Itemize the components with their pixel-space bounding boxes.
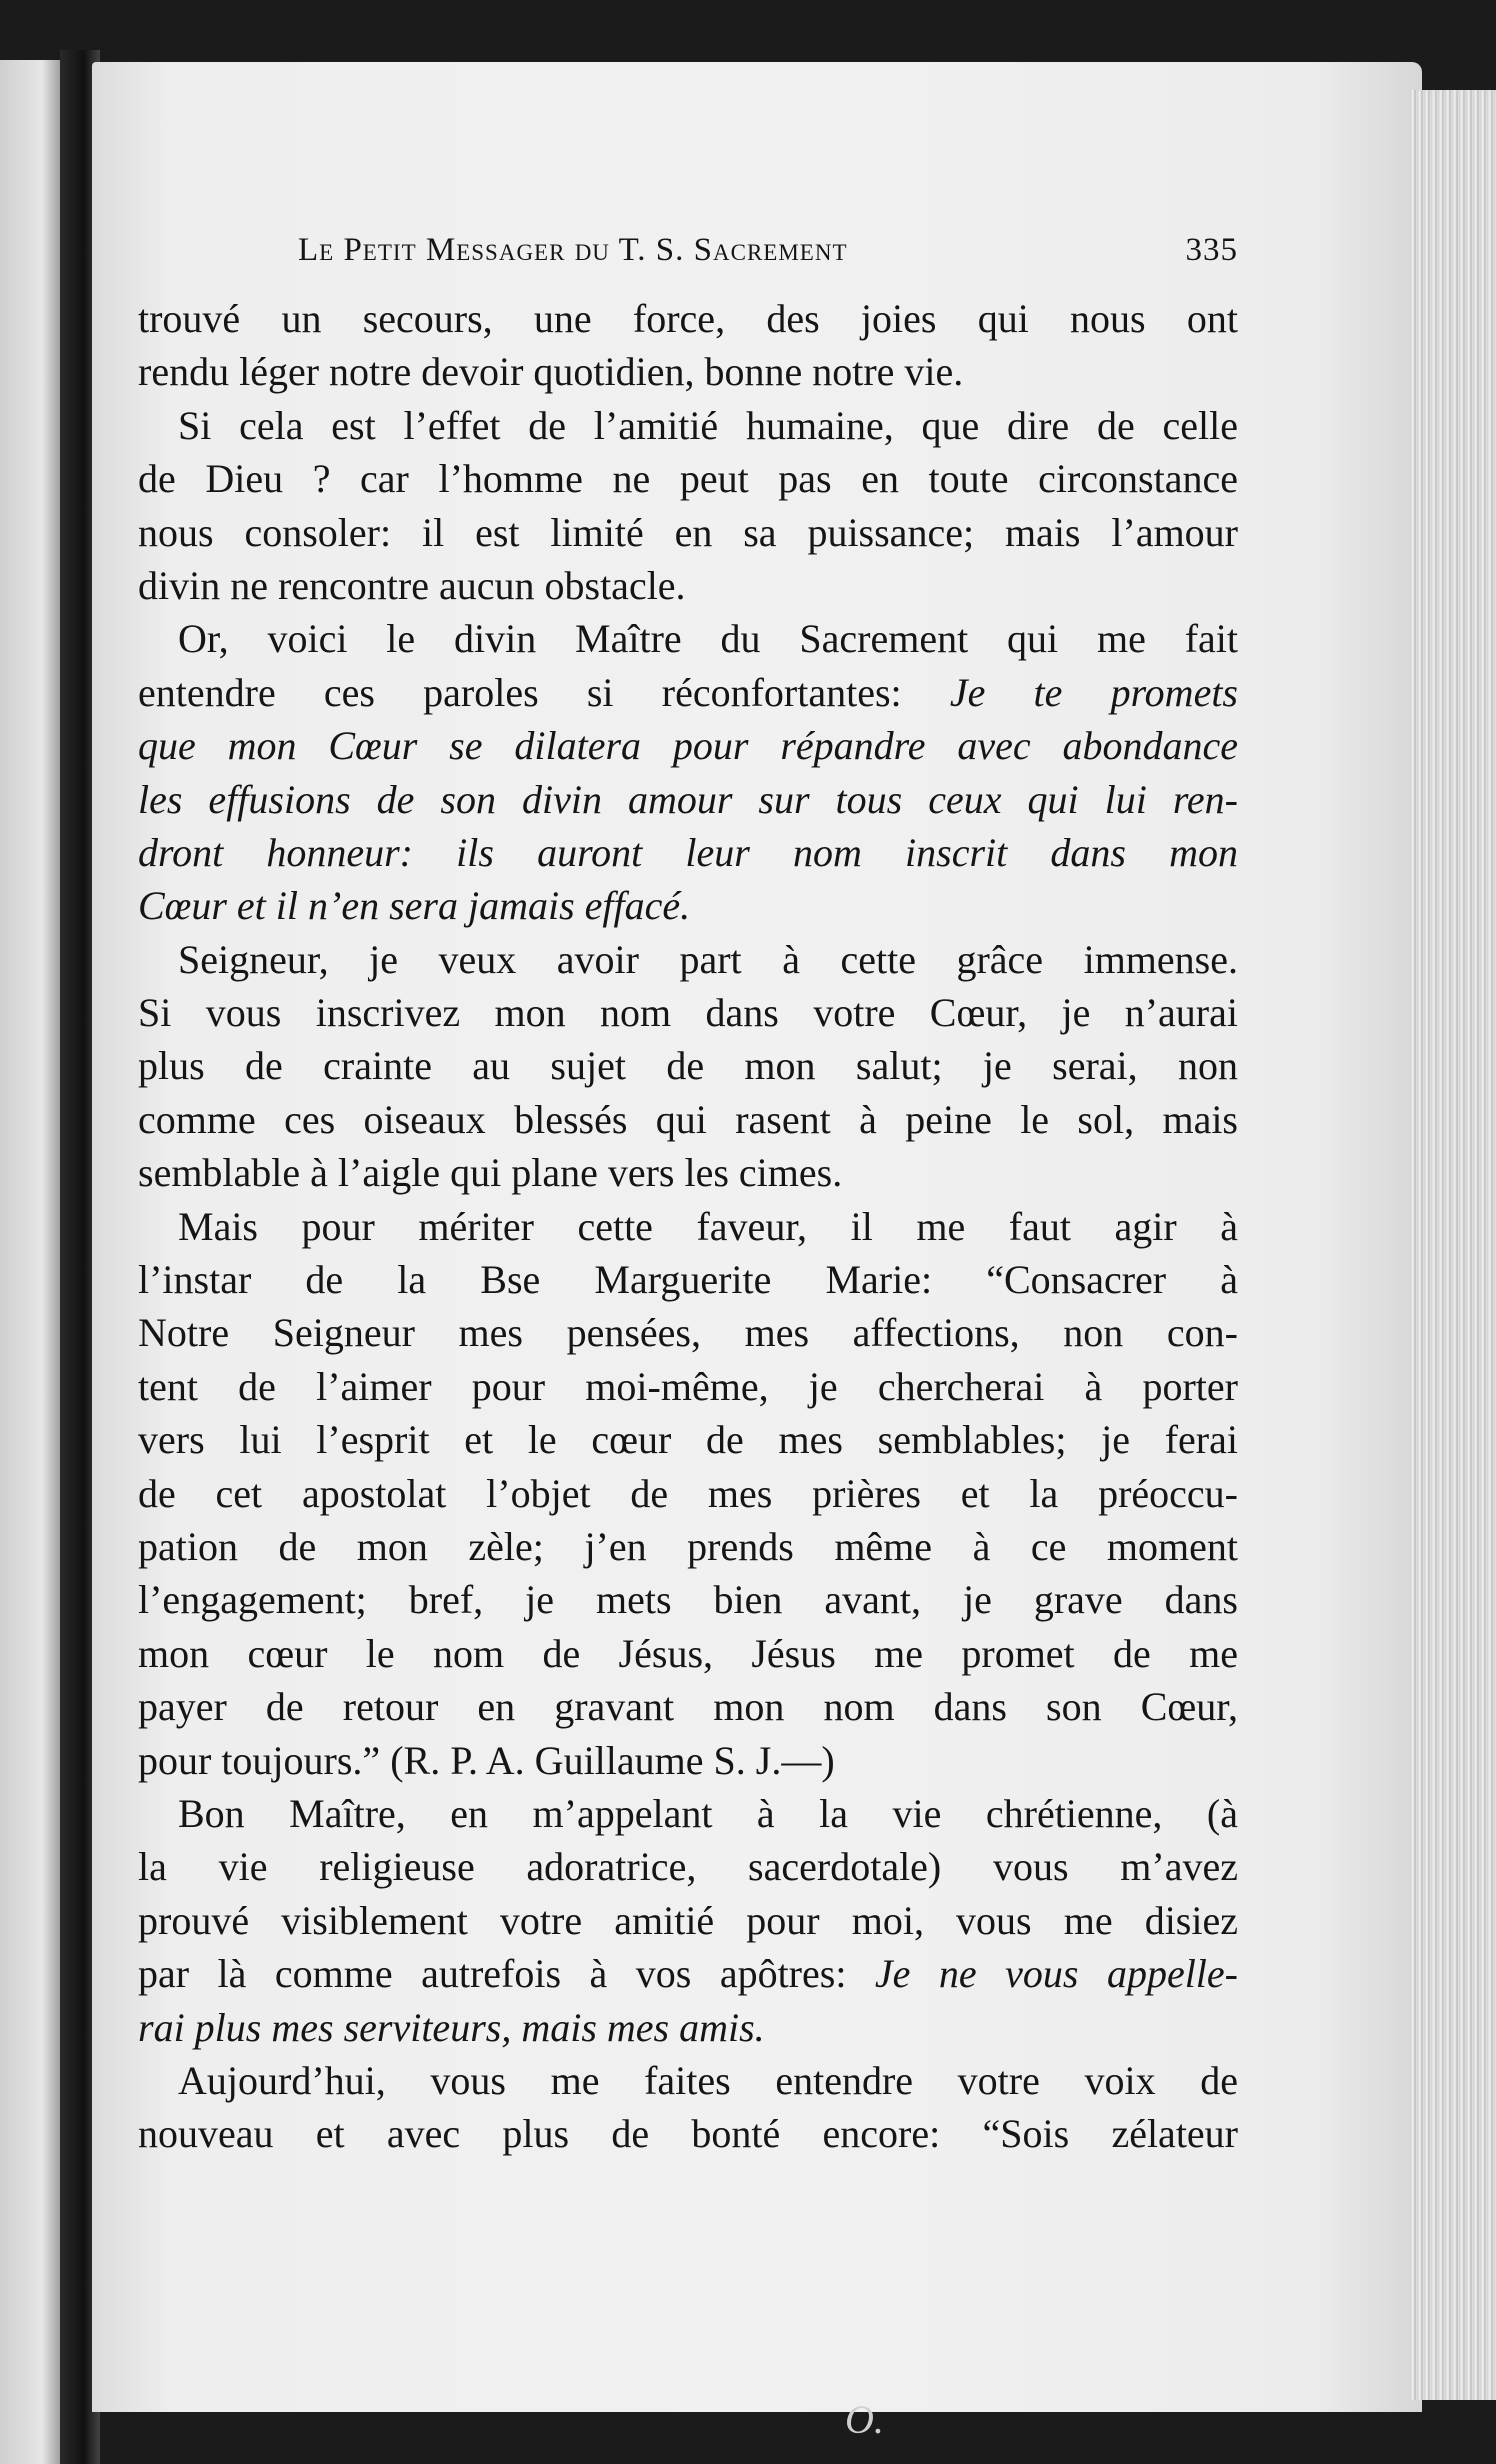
text-line: la vie religieuse adoratrice, sacerdotale) vous m’avez (138, 1844, 1238, 1890)
text-line: payer de retour en gravant mon nom dans son Cœur, (138, 1684, 1238, 1730)
text-line: prouvé visiblement votre amitié pour moi, vous me disiez (138, 1897, 1238, 1943)
text-line: rai plus mes serviteurs, mais mes amis. (138, 2004, 765, 2050)
text-line: l’instar de la Bse Marguerite Marie: “Consacrer à (138, 1257, 1238, 1303)
text-line: pation de mon zèle; j’en prends même à ce moment (138, 1523, 1238, 1569)
text-line: Or, voici le divin Maître du Sacrement qui me fait (178, 616, 1238, 662)
text-line: rendu léger notre devoir quotidien, bonne notre vie. (138, 349, 964, 395)
text-line: trouvé un secours, une force, des joies qui nous ont (138, 296, 1238, 341)
text-line: Si vous inscrivez mon nom dans votre Cœur, je n’aurai (138, 990, 1238, 1036)
text-line: l’engagement; bref, je mets bien avant, je grave dans (138, 1577, 1238, 1623)
text-line: plus de crainte au sujet de mon salut; je serai, non (138, 1043, 1238, 1089)
page-text-block (138, 232, 1238, 2161)
body-text (138, 292, 1238, 2161)
running-header (138, 232, 1238, 292)
page-number: 335 (1185, 232, 1238, 268)
text-line: que mon Cœur se dilatera pour répandre avec abondance (138, 723, 1238, 769)
text-line: Cœur et il n’en sera jamais effacé. (138, 883, 691, 929)
text-line: pour toujours.” (R. P. A. Guillaume S. J.—) (138, 1737, 835, 1783)
text-line: Bon Maître, en m’appelant à la vie chrétienne, (à (178, 1790, 1238, 1836)
text-line: par là comme autrefois à vos apôtres: Je ne vous appelle- (138, 1951, 1238, 1997)
running-header-title: Le Petit Messager du T. S. Sacrement (298, 232, 848, 268)
text-line: nouveau et avec plus de bonté encore: “Sois zélateur (138, 2111, 1238, 2157)
text-line: les effusions de son divin amour sur tous ceux qui lui ren- (138, 776, 1238, 822)
text-line: nous consoler: il est limité en sa puissance; mais l’amour (138, 509, 1238, 555)
text-line: tent de l’aimer pour moi-même, je chercherai à porter (138, 1363, 1238, 1409)
page-stack-edges (1410, 90, 1496, 2400)
text-line: vers lui l’esprit et le cœur de mes semblables; je ferai (138, 1417, 1238, 1463)
text-line: dront honneur: ils auront leur nom inscrit dans mon (138, 829, 1238, 875)
text-line: comme ces oiseaux blessés qui rasent à peine le sol, mais (138, 1096, 1238, 1142)
text-line: entendre ces paroles si réconfortantes: Je te promets (138, 669, 1238, 715)
text-line: semblable à l’aigle qui plane vers les cimes. (138, 1150, 843, 1196)
text-line: Aujourd’hui, vous me faites entendre votre voix de (178, 2057, 1238, 2103)
text-line: mon cœur le nom de Jésus, Jésus me promet de me (138, 1630, 1238, 1676)
page-bottom-mark: O. (845, 2397, 884, 2442)
text-line: Mais pour mériter cette faveur, il me faut agir à (178, 1203, 1238, 1249)
text-line: de Dieu ? car l’homme ne peut pas en toute circonstance (138, 456, 1238, 502)
text-line: Seigneur, je veux avoir part à cette grâce immense. (178, 936, 1238, 982)
text-line: divin ne rencontre aucun obstacle. (138, 562, 686, 608)
text-line: Notre Seigneur mes pensées, mes affections, non con- (138, 1310, 1238, 1356)
text-line: de cet apostolat l’objet de mes prières et la préoccu- (138, 1470, 1238, 1516)
text-line: Si cela est l’effet de l’amitié humaine, que dire de celle (178, 402, 1238, 448)
